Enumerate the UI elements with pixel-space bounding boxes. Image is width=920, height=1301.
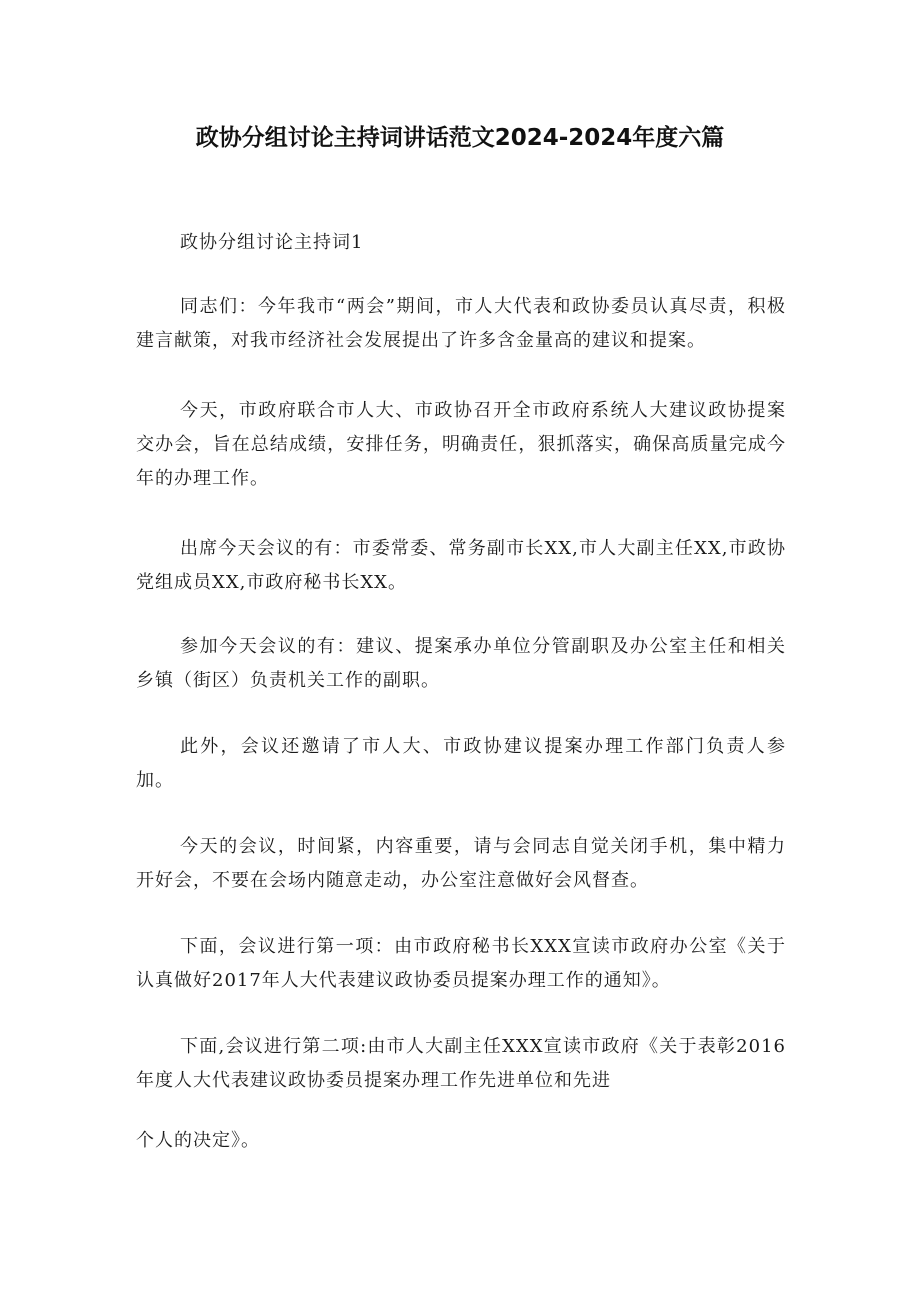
document-title: 政协分组讨论主持词讲话范文2024-2024年度六篇 [195, 125, 725, 151]
paragraph: 参加今天会议的有：建议、提案承办单位分管副职及办公室主任和相关乡镇（街区）负责机关工作的副职。 [136, 636, 786, 691]
paragraph: 下面，会议进行第一项：由市政府秘书长XXX宣读市政府办公室《关于认真做好2017年人大代表建议政协委员提案办理工作的通知》。 [136, 936, 786, 991]
paragraph-continuation: 个人的决定》。 [136, 1130, 260, 1151]
paragraph: 出席今天会议的有：市委常委、常务副市长XX,市人大副主任XX,市政协党组成员XX,市政府秘书长XX。 [136, 538, 786, 593]
paragraph: 此外，会议还邀请了市人大、市政协建议提案办理工作部门负责人参加。 [136, 736, 786, 791]
paragraph: 今天，市政府联合市人大、市政协召开全市政府系统人大建议政协提案交办会，旨在总结成绩，安排任务，明确责任，狠抓落实，确保高质量完成今年的办理工作。 [136, 400, 786, 489]
paragraph: 下面,会议进行第二项:由市人大副主任XXX宣读市政府《关于表彰2016年度人大代表建议政协委员提案办理工作先进单位和先进 [136, 1036, 786, 1091]
paragraph: 同志们：今年我市“两会”期间，市人大代表和政协委员认真尽责，积极建言献策，对我市经济社会发展提出了许多含金量高的建议和提案。 [136, 296, 786, 351]
section-heading: 政协分组讨论主持词1 [180, 232, 364, 253]
paragraph: 今天的会议，时间紧，内容重要，请与会同志自觉关闭手机，集中精力开好会，不要在会场内随意走动，办公室注意做好会风督查。 [136, 836, 786, 891]
